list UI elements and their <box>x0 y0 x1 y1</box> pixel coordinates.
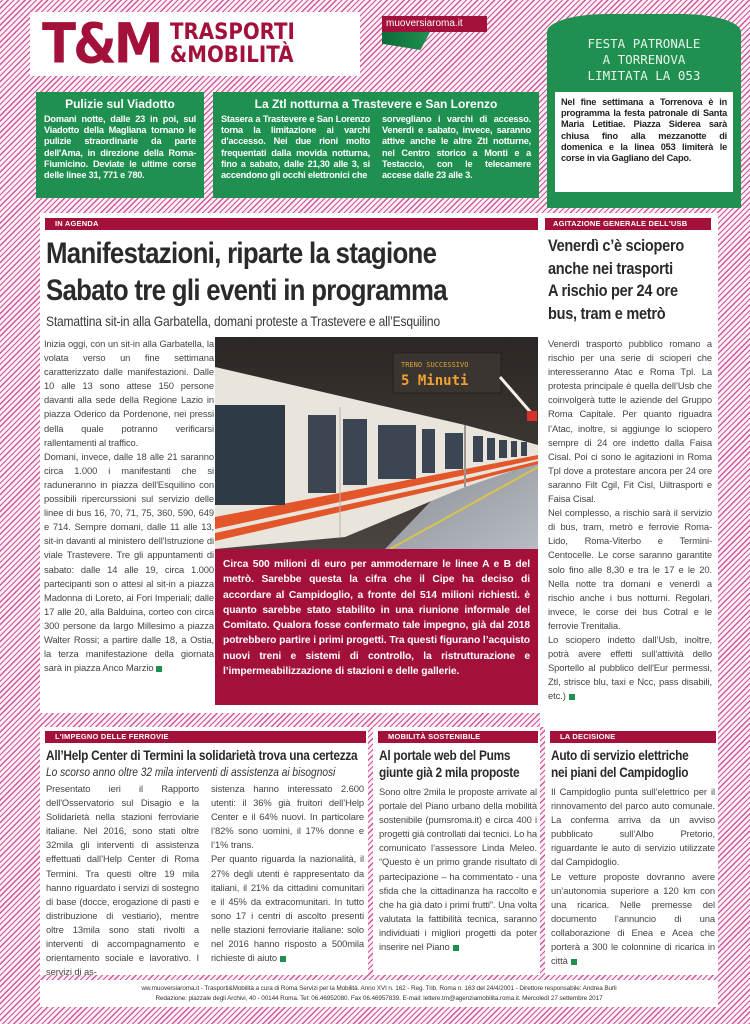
paragraph: sistenza hanno interessato 2.600 utenti: il 36% già fruitori dell’Help Center e il 64% nuovi. In particolare l’82% sono uomini, il 17% donne e l’1% trans. <box>211 783 364 851</box>
end-mark-icon <box>156 666 162 672</box>
help-column-2 <box>211 782 364 979</box>
headline-line: Al portale web del Pums <box>379 748 511 763</box>
brief-column-2: sorvegliano i varchi di accesso. Venerdì e sabato, invece, saranno attive anche le altre Ztl notturne, nel Centro storico a Monti e a Testaccio, con le telecamere accese dalle 23 alle 3. <box>382 114 531 181</box>
paragraph <box>551 870 715 969</box>
headline-line: Sabato tre gli eventi in programma <box>46 274 447 307</box>
section-kicker: AGITAZIONE GENERALE DELL'USB <box>545 218 711 230</box>
end-mark-icon <box>280 956 286 962</box>
headline-line: Auto di servizio elettriche <box>551 748 689 763</box>
side-headline <box>548 235 698 325</box>
pums-body <box>379 785 537 954</box>
headline-line: Manifestazioni, riparte la stagione <box>46 237 437 270</box>
headline-line: anche nei trasporti <box>548 259 673 278</box>
end-mark-icon <box>453 945 459 951</box>
end-mark-icon <box>569 694 575 700</box>
main-body <box>44 337 214 675</box>
headline-line: A rischio per 24 ore <box>548 282 678 300</box>
main-subheadline: Stamattina sit-in alla Garbatella, domani proteste a Trastevere e all’Esquilino <box>46 313 440 329</box>
logo-line-2: &MOBILITÀ <box>170 43 295 68</box>
side-body <box>548 337 712 703</box>
main-article <box>40 213 540 713</box>
help-column-1: Presentato ieri il Rapporto dell'Osservatorio sul Disagio e la Solidarietà nella stazioni ferroviarie italiane. Nel 2016, sono stati oltre 32mila gli interventi di assistenza effettuati dall’Help Center di Roma Termini. Tra questi oltre 19 mila hanno riguardato i servizi di sostegno di base (docce, erogazione di pasti e distribuzione di vestiario), mentre oltre 13mila sono stati rivolti a interventi di accompagnamento e orientamento sociale e lavorativo. I servizi di as- <box>46 783 199 978</box>
pums-headline <box>379 747 519 781</box>
help-headline: All’Help Center di Termini la solidarietà trova una certezza <box>46 748 358 763</box>
headline-line: giunte già 2 mila proposte <box>379 765 520 780</box>
paragraph-text: Per quanto riguarda la nazionalità, il 27% degli utenti è rappresentato da italiani, il 21% da cittadini comunitari e il 45% da extracomunitari. In tutto sono 17 i centri di ascolto presenti nelle stazioni ferroviarie italiane: solo nel 2016 hanno risposto a 500mila richieste di aiuto <box>211 853 364 964</box>
logo-line-1: TRASPORTI <box>170 20 296 45</box>
brief-festa-patronale <box>547 14 741 208</box>
metro-train-illustration <box>215 337 538 549</box>
headline-line: bus, tram e metrò <box>548 304 666 323</box>
pums-article <box>373 727 540 975</box>
festa-title-line: A TORRENOVA <box>602 52 686 67</box>
colophon-line-1: ww.muoversiaroma.it - Trasporti&Mobilità a cura di Roma Servizi per la Mobilità. Anno XVI n. 162 - Reg. Trib. Roma n. 163 del 24/4/2001 - Direttore responsabile: Andrea Burli <box>141 985 617 992</box>
paragraph-text: Le vetture proposte dovranno avere un’autonomia superiore a 120 km con una ricarica. Nelle premesse del documento l’annuncio di una collaborazione di Enea e Acea che porterà a 300 le colonnine di ricarica in città <box>551 870 715 967</box>
brief-viadotto <box>36 92 204 198</box>
festa-title <box>555 36 733 84</box>
logo-wordmark <box>170 21 295 67</box>
svg-text:TRENO SUCCESSIVO: TRENO SUCCESSIVO <box>401 361 469 369</box>
brief-title: Pulizie sul Viadotto <box>65 97 175 111</box>
paragraph: Venerdì trasporto pubblico romano a rischio per una serie di scioperi che interesseranno Atac e Roma Tpl. La protesta principale è quella dell’Usb che coinvolgerà tutte le aziende del Gruppo Roma Capitale. Per quanto riguadra l’Atac, inoltre, si aggiunge lo sciopero sempre di 24 ore indetto dalla Faisa Cisal. Poi ci sono le agitazioni in Roma Tpl dove a protestare ancora per 24 ore saranno Filt Cgil, Fit Cisl, Uiltrasporti e Faisa Cisal. <box>548 338 712 505</box>
help-subheadline: Lo scorso anno oltre 32 mila interventi di assistenza ai bisognosi <box>46 765 336 779</box>
festa-title-line: LIMITATA LA 053 <box>587 68 701 83</box>
paragraph: Il Campidoglio punta sull’elettrico per il rinnovamento del parco auto comunale. La conferma arriva da un avviso pubblicato sull’Albo Pretorio, riguardante le auto di servizio utilizzate dal Campidoglio. <box>551 786 715 868</box>
photo-callout: Circa 500 milioni di euro per ammodernare le linee A e B del metrò. Sarebbe questa la cifra che il Cipe ha deciso di accordare al Campidoglio, a fronte del 514 milioni richiesti. è quanto sarebbe stato stabilito in una riunione informale del Comitato. Qualora fosse confermato tale impegno, già dal 2018 potrebbero partire i primi progetti. Tra questi figurano l’acquisto nuovi treni e sistemi di controllo, la ristrutturazione e l’impermeabilizzazione di stazioni e delle gallerie. <box>215 549 538 705</box>
festa-body: Nel fine settimana a Torrenova è in programma la festa patronale di Santa Maria Letitiae. Piazza Siderea sarà chiusa fino alla mezzanotte di domenica e la linea 053 limiterà le corse in via Gagliano del Capo. <box>555 92 733 192</box>
section-kicker: L'IMPEGNO DELLE FERROVIE <box>45 731 366 743</box>
paragraph <box>548 633 712 703</box>
end-mark-icon <box>571 959 577 965</box>
paragraph-text: Domani, invece, dalle 18 alle 21 saranno circa 1.000 i manifestanti che si raduneranno in piazza dell'Esquilino con possibili ripercurssioni sul servizio delle linee di bus 16, 70, 71, 75, 360, 590, 649 e 714. Sempre domani, dalle 11 alle 13, sit-in davanti al ministero dell'Istruzione di viale Trastevere. Tre gli appuntamenti di sabato: dalle 14 alle 19, circa 1.000 partecipanti son o attesi al sit-in a piazza Madonna di Loreto, ai Fori Imperiali; dalle 17 alle 20, alla Balduina, corteo con circa 300 persone da largo Millesimo a piazza Walter Rossi; a partire dalle 18, a Ostia, la terza manifestazione della giornata sarà in piazza Anco Marzio <box>44 450 214 674</box>
help-body <box>46 782 364 979</box>
festa-title-line: FESTA PATRONALE <box>587 36 701 51</box>
section-kicker: IN AGENDA <box>45 218 538 230</box>
logo-mark: T&M <box>42 12 161 76</box>
paragraph-text: Lo sciopero indetto dall’Usb, inoltre, potrà avere effetti sull’attività dello Sportello al pubblico dell'Eur permessi, Ztl, strisce blu, taxi e Ncc, pass disabili, etc.) <box>548 633 712 702</box>
ribbon-decoration <box>382 32 430 50</box>
help-center-article <box>40 727 368 978</box>
brief-column-1: Stasera a Trastevere e San Lorenzo torna la limitazione ai varchi d'accesso. Nei due rioni molto frequentati dalla movida notturna, fino a sabato, dalle 21,30 alle 3, si accendono gli occhi elettronici che <box>221 114 370 181</box>
svg-text:5 Minuti: 5 Minuti <box>401 373 469 389</box>
section-kicker: LA DECISIONE <box>550 731 716 743</box>
colophon-line-2: Redazione: piazzale degli Archivi, 40 - 00144 Roma. Tel: 06.46952080. Fax 06.46957839. E-mail: lettere.tm@agenziamobilita.roma.it. Mercoledì 27 settembre 2017 <box>155 995 603 1002</box>
brief-title: La Ztl notturna a Trastevere e San Lorenzo <box>254 97 498 111</box>
headline-line: Venerdì c’è sciopero <box>548 237 684 255</box>
side-article <box>540 213 718 727</box>
colophon-footer <box>40 980 718 1007</box>
headline-line: nei piani del Campidoglio <box>551 765 689 780</box>
paragraph <box>44 450 214 676</box>
paragraph: Nel complesso, a rischio sarà il servizio di bus, tram, metrò e ferrovie Roma-Lido, Roma-Viterbo e Termini-Centocelle. Le corse saranno garantite solo fino alle 8,30 e tra le 17 e le 20. Nella notte tra domani e venerdì a rischio anche i bus notturni. Regolari, invece, le corse dei bus Cotral e le ferrovie Trenitalia. <box>548 507 712 631</box>
brief-body: Domani notte, dalle 23 in poi, sul Viadotto della Magliana tornano le pulizie straordinarie da parte dell'Ama, in direzione della Roma-Fiumicino. Deviate le ultime corse delle linee 31, 771 e 780. <box>44 114 196 181</box>
paragraph: Inizia oggi, con un sit-in alla Garbatella, la volata verso un fine settimana caratterizzato dalle manifestazioni. Dalle 10 alle 13 sono attese 150 persone davanti alla sede della Regione Lazio in piazza Oderico da Pordenone, nei pressi della quale potranno verificarsi rallentamenti al traffico. <box>44 338 214 448</box>
auto-elettriche-article <box>545 727 718 975</box>
paragraph-text: Sono oltre 2mila le proposte arrivate al portale del Piano urbano della mobilità sostenibile (pumsroma.it) e circa 400 i progetti già controllati dai tecnici. Lo ha comunicato l’assessore Linda Meleo. “Questo è un primo grande risultato di partecipazione – ha commentato - una sfida che la cittadinanza ha raccolto e che ha già dato i primi frutti”. Una volta valutata la fattibilità tecnica, saranno individuati i migliori progetti da poter inserire nel Piano <box>379 786 537 953</box>
main-headline <box>46 235 472 309</box>
section-kicker: MOBILITÀ SOSTENIBILE <box>378 731 538 743</box>
brief-ztl <box>213 92 539 198</box>
paragraph <box>211 852 364 965</box>
site-url-link[interactable]: muoversiaroma.it <box>382 16 487 32</box>
masthead <box>30 12 360 76</box>
auto-body <box>551 785 715 968</box>
auto-headline <box>551 747 688 781</box>
metro-train-photo <box>215 337 538 549</box>
